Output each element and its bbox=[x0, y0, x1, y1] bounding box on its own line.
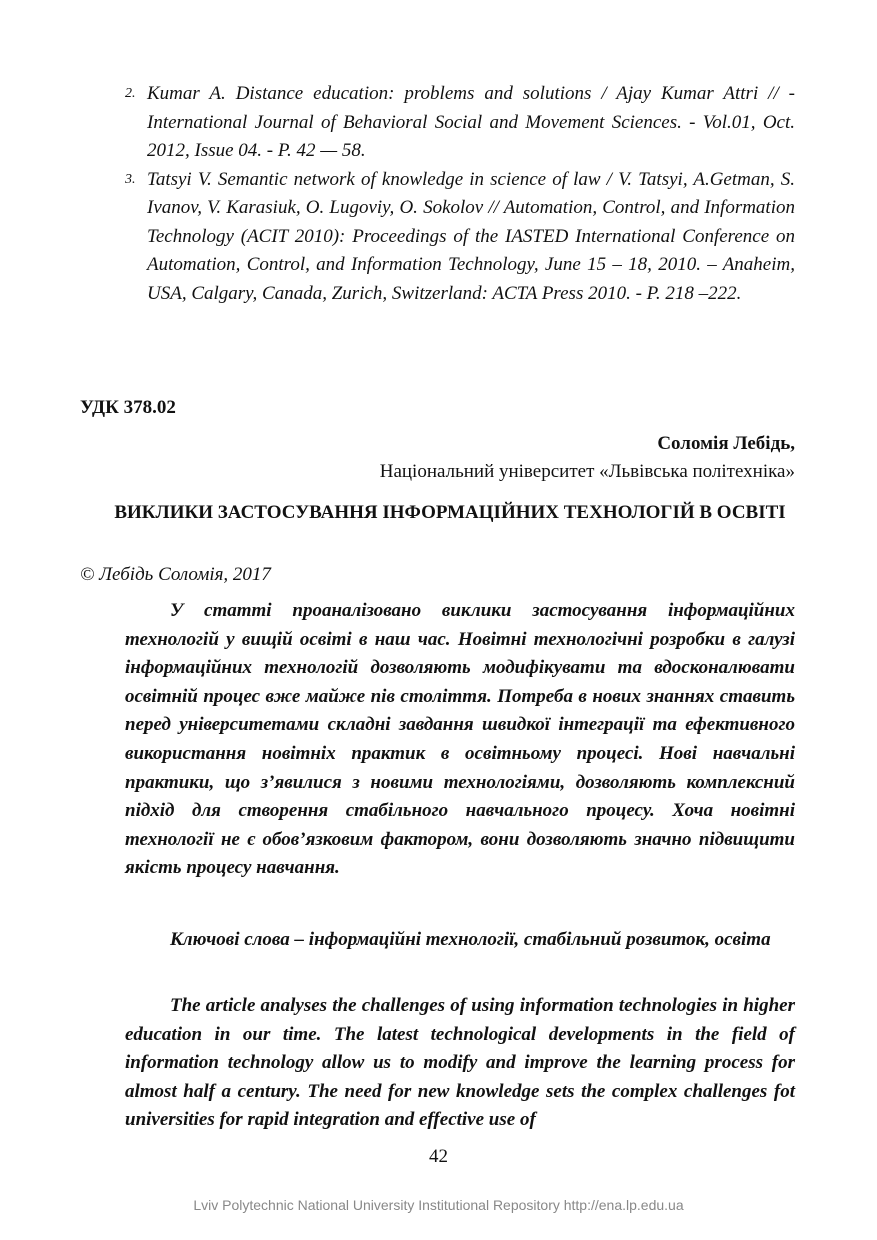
reference-number: 3. bbox=[125, 171, 136, 187]
repository-footer: Lviv Polytechnic National University Institutional Repository http://ena.lp.edu.ua bbox=[193, 1197, 684, 1213]
reference-item bbox=[125, 80, 795, 166]
abstract-english: The article analyses the challenges of using information technologies in higher education in our time. The latest technological developments in the field of information technology allow us to modify and improve the learning process for almost half a century. The need for new knowledge sets the complex challenges fot universities for rapid integration and effective use of bbox=[125, 995, 795, 1131]
reference-list bbox=[125, 80, 795, 308]
udk-code: УДК 378.02 bbox=[80, 397, 176, 418]
reference-number: 2. bbox=[125, 86, 136, 101]
keywords-ukrainian: Ключові слова – інформаційні технології, стабільний розвиток, освіта bbox=[170, 929, 771, 950]
author-name: Соломія Лебідь, bbox=[657, 433, 795, 454]
abstract-ukrainian: У статті проаналізовано виклики застосування інформаційних технологій у вищій освіті в наш час. Новітні технологічні розробки в галузі інформаційних технологій дозволяють модифікувати та вдосконалювати освітній процес вже майже пів століття. Потреба в нових знаннях ставить перед університетами складні завдання швидкої інтеграції та ефективного використання новітніх практик в освітньому процесі. Нові навчальні практики, що з’явилися з новими технологіями, дозволяють комплексний підхід для створення стабільного навчального процесу. Хоча новітні технології не є обов’язковим фактором, вони дозволяють значно підвищити якість процесу навчання. bbox=[125, 600, 795, 879]
article-title: ВИКЛИКИ ЗАСТОСУВАННЯ ІНФОРМАЦІЙНИХ ТЕХНОЛОГІЙ В ОСВІТІ bbox=[114, 502, 786, 523]
reference-text: Kumar A. Distance education: problems and solutions / Ajay Kumar Attri // - International Journal of Behavioral Social and Movement Sciences. - Vol.01, Oct. 2012, Issue 04. - P. 42 — 58. bbox=[147, 83, 795, 161]
reference-item bbox=[125, 166, 795, 309]
page-number: 42 bbox=[429, 1146, 448, 1167]
author-affiliation: Національний університет «Львівська політехніка» bbox=[379, 461, 795, 482]
copyright: © Лебідь Соломія, 2017 bbox=[80, 564, 271, 585]
reference-text: Tatsyi V. Semantic network of knowledge in science of law / V. Tatsyi, A.Getman, S. Ivanov, V. Karasiuk, O. Lugoviy, O. Sokolov // Automation, Control, and Information Technology (ACIT 2010): Proceedings of the IASTED International Conference on Automation, Control, and Information Technology, June 15 – 18, 2010. – Anaheim, USA, Calgary, Canada, Zurich, Switzerland: ACTA Press 2010. - P. 218 –222. bbox=[147, 168, 795, 304]
